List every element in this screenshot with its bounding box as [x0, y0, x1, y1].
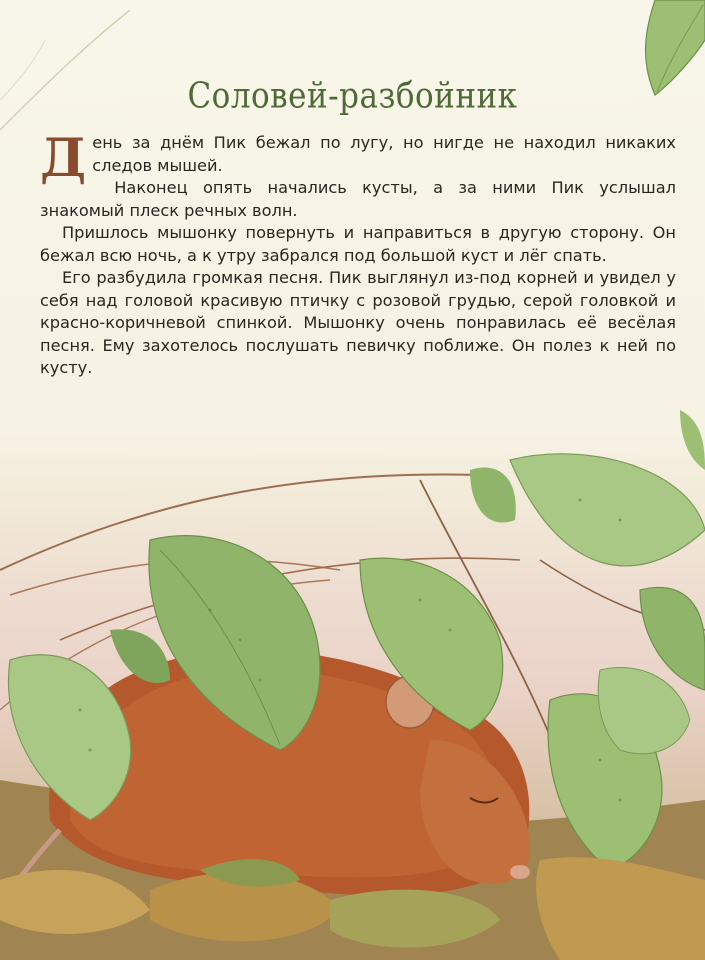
paragraph-1	[40, 128, 676, 189]
paragraph-4: Его разбудила громкая песня. Пик выглянул из-под корней и увидел у себя над головой красивую птичку с розовой грудью, серой головкой и красно-коричневой спинкой. Мышонку очень понравилась её весёлая песня. Ему захотелось послушать певичку поближе. Он полез к ней по кусту.	[40, 268, 676, 377]
drop-cap: Д	[40, 128, 87, 189]
illustration-art	[0, 380, 705, 960]
leaf-1	[510, 454, 705, 566]
paragraph-2: Наконец опять начались кусты, а за ними Пик услышал знакомый плеск речных волн.	[40, 178, 676, 220]
story-text	[40, 128, 676, 380]
paragraph-1-text: ень за днём Пик бежал по лугу, но нигде не находил никаких следов мышей.	[92, 133, 676, 175]
illustration	[0, 380, 705, 960]
page-title: Соловей-разбойник	[187, 75, 518, 117]
paragraph-3: Пришлось мышонку повернуть и направиться в другую сторону. Он бежал всю ночь, а к утру забрался под большой куст и лёг спать.	[40, 223, 676, 265]
